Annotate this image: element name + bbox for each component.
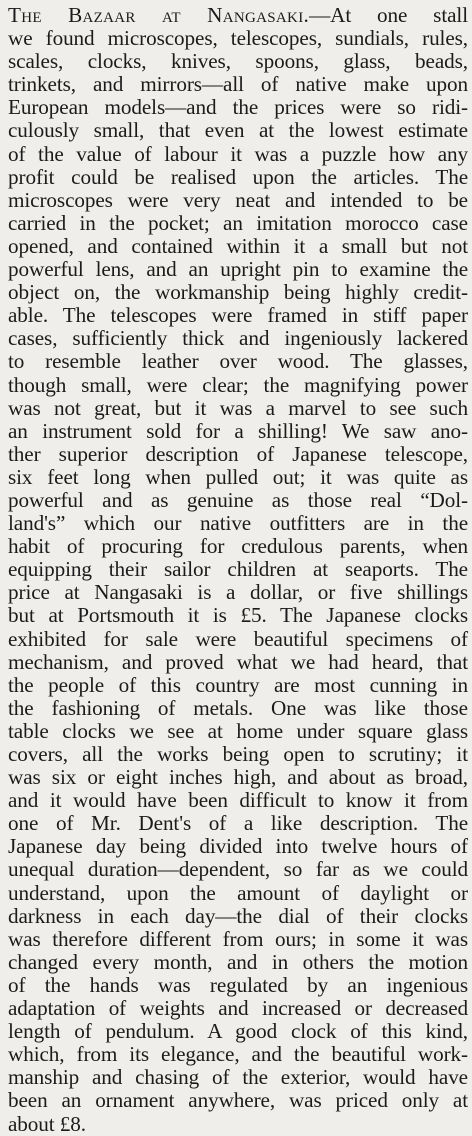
article-line: which, from its elegance, and the beautiful work- — [8, 1042, 468, 1067]
article-line: adaptation of weights and increased or decreased — [8, 996, 468, 1021]
article-line: Japanese day being divided into twelve hours of — [8, 834, 468, 859]
article-line: one of Mr. Dent's of a like description. The — [8, 811, 468, 836]
article-line: table clocks we see at home under square glass — [8, 718, 468, 743]
article-line: trinkets, and mirrors—all of native make upon — [8, 72, 468, 97]
article-line: changed every month, and in others the motion — [8, 949, 468, 974]
article-line: cases, sufficiently thick and ingeniously lackered — [8, 326, 468, 351]
article-line: European models—and the prices were so ridi- — [8, 95, 468, 120]
article-line: powerful and as genuine as those real “Dol- — [8, 487, 468, 512]
article-line: manship and chasing of the exterior, would have — [8, 1065, 468, 1090]
article-line: the people of this country are most cunning in — [8, 672, 468, 697]
article-line: price at Nangasaki is a dollar, or five shillings — [8, 580, 468, 605]
article-line — [8, 4, 468, 27]
article-line: unequal duration—dependent, so far as we could — [8, 857, 468, 882]
article-line: culously small, that even at the lowest estimate — [8, 118, 468, 143]
article-line: exhibited for sale were beautiful specimens of — [8, 626, 468, 651]
article-line: land's” which our native outfitters are in the — [8, 511, 468, 536]
article-line: was therefore different from ours; in some it was — [8, 926, 468, 951]
article-line: of the hands was regulated by an ingenious — [8, 972, 468, 997]
article-line: about £8. — [8, 1111, 86, 1136]
article-line: ther superior description of Japanese telescope, — [8, 441, 468, 466]
article-line: was six or eight inches high, and about as broad, — [8, 765, 468, 790]
article-line: the fashioning of metals. One was like those — [8, 695, 468, 720]
article-line: was not great, but it was a marvel to see such — [8, 395, 468, 420]
article-line: covers, all the works being open to scrutiny; it — [8, 742, 468, 766]
article-line: opened, and contained within it a small but not — [8, 233, 468, 258]
article-line: equipping their sailor children at seaports. The — [8, 557, 468, 582]
article-line: habit of procuring for credulous parents, when — [8, 534, 468, 559]
article-line: length of pendulum. A good clock of this kind, — [8, 1019, 468, 1044]
article-line: of the value of labour it was a puzzle how any — [8, 141, 468, 166]
article-line: an instrument sold for a shilling! We saw ano- — [8, 418, 468, 443]
article-body — [8, 4, 468, 1136]
article-line: and it would have been difficult to know it from — [8, 788, 468, 813]
article-line: six feet long when pulled out; it was quite as — [8, 464, 468, 489]
article-line: carried in the pocket; an imitation morocco case — [8, 210, 468, 235]
article-line: though small, were clear; the magnifying power — [8, 372, 468, 397]
article-line: profit could be realised upon the articles. The — [8, 164, 468, 189]
article-line: we found microscopes, telescopes, sundials, rules, — [8, 26, 468, 51]
article-line: been an ornament anywhere, was priced only at — [8, 1088, 468, 1113]
article-line: powerful lens, and an upright pin to examine the — [8, 257, 468, 282]
article-line: object on, the workmanship being highly credit- — [8, 280, 468, 305]
article-line: to resemble leather over wood. The glasses, — [8, 349, 468, 374]
article-line: able. The telescopes were framed in stiff paper — [8, 303, 468, 328]
article-line: but at Portsmouth it is £5. The Japanese clocks — [8, 603, 468, 628]
article-line: scales, clocks, knives, spoons, glass, beads, — [8, 49, 468, 74]
article-title: The Bazaar at Nangasaki. — [8, 3, 310, 27]
article-line: mechanism, and proved what we had heard, that — [8, 649, 468, 674]
article-line: understand, upon the amount of daylight or — [8, 880, 468, 905]
article-line-text: —At one stall — [309, 3, 468, 27]
article-line: microscopes were very neat and intended to be — [8, 187, 468, 212]
article-line: darkness in each day—the dial of their clocks — [8, 903, 468, 928]
